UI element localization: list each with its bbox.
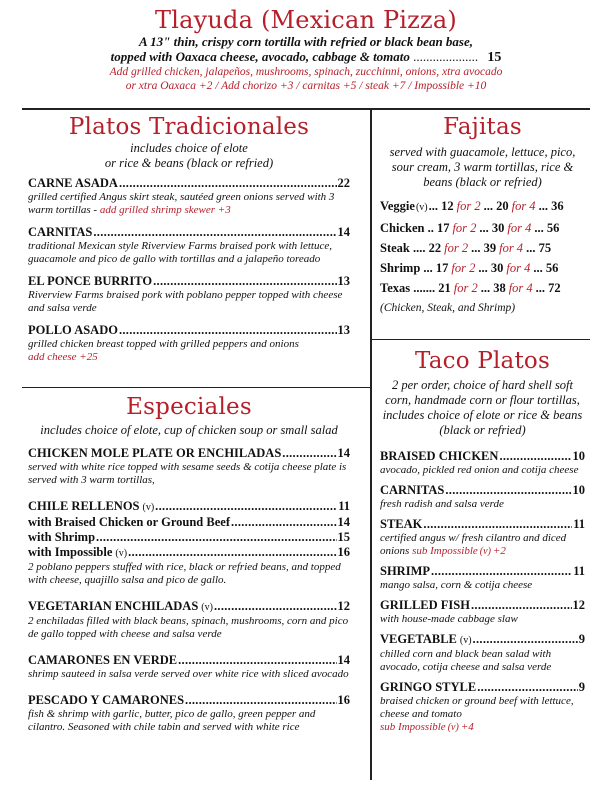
- option-name: [28, 545, 127, 561]
- price-for-four: 56: [546, 221, 560, 235]
- item-price: 11: [573, 517, 585, 531]
- item-description: fish & shrimp with garlic, butter, pico de gallo, green pepper and cilantro. Seasoned with chile tabin and served with white rice: [28, 708, 316, 733]
- fajita-name: Veggie: [380, 199, 415, 213]
- item-price: 12: [572, 598, 585, 612]
- item-name: BRAISED CHICKEN: [380, 449, 499, 463]
- item-price: 22: [337, 176, 350, 190]
- item-name-text: VEGETARIAN ENCHILADAS: [28, 599, 199, 613]
- vegetarian-mark: (v): [447, 722, 459, 733]
- fajita-name: Chicken: [380, 221, 425, 235]
- leader-dots: [423, 517, 572, 532]
- price-for-two: 38: [493, 281, 506, 295]
- tlayuda-desc-line2: [0, 49, 612, 65]
- leader-dots: [153, 274, 336, 289]
- item-heading: [380, 598, 585, 613]
- item-sub-option: [380, 721, 585, 734]
- item-price: 14: [337, 446, 350, 460]
- item-desc-text: grilled certified Angus skirt steak, sautéed green onions served with 3 warm tortillas -: [28, 191, 335, 216]
- item-name: PESCADO Y CAMARONES: [28, 693, 185, 707]
- fajitas-table: [380, 196, 585, 298]
- leader-dots: [477, 680, 578, 695]
- sub-option-price: +2: [492, 545, 506, 557]
- vegetarian-mark: (v): [115, 548, 128, 559]
- for-four-label: for 4: [511, 199, 536, 213]
- fajita-name: Steak: [380, 241, 410, 255]
- item-description: shrimp sauteed in salsa verde served over white rice with sliced avocado: [28, 668, 349, 680]
- vegetarian-mark: (v): [459, 635, 472, 646]
- for-two-label: for 2: [444, 241, 469, 255]
- for-four-label: for 4: [508, 281, 533, 295]
- leader-dots: [473, 632, 578, 647]
- tacos-intro: 2 per order, choice of hard shell soft corn, handmade corn or flour tortillas, includes choice of elote or rice & beans (black or refried): [382, 378, 583, 437]
- option-price: 15: [337, 530, 350, 544]
- leader-dots: [231, 515, 337, 530]
- item-price: 11: [573, 564, 585, 578]
- item-description: braised chicken or ground beef with lettuce, cheese and tomato: [380, 695, 574, 720]
- tlayuda-section: [0, 6, 612, 93]
- price-for-four: 75: [538, 241, 552, 255]
- option-price: 14: [337, 515, 350, 529]
- for-two-label: for 2: [456, 199, 481, 213]
- price-for-four: 56: [545, 261, 559, 275]
- tlayuda-desc-text: topped with Oaxaca cheese, avocado, cabbage & tomato: [110, 49, 410, 64]
- leader-dots: ...: [535, 281, 546, 295]
- item-description: avocado, pickled red onion and cotija cheese: [380, 464, 579, 476]
- fajita-name: Shrimp: [380, 261, 421, 275]
- fajita-row: [380, 218, 585, 238]
- taco-item: [380, 517, 585, 558]
- leader-dots: [214, 599, 337, 614]
- taco-platos-section: [380, 347, 585, 742]
- item-name: EL PONCE BURRITO: [28, 274, 153, 288]
- right-column: [380, 113, 585, 316]
- tacos-title: Taco Platos: [415, 348, 550, 374]
- column-divider: [370, 108, 372, 780]
- leader-dots: [499, 449, 571, 464]
- tlayuda-price: 15: [487, 50, 502, 65]
- option-name-text: with Impossible: [28, 545, 113, 559]
- price-single: 22: [428, 241, 442, 255]
- item-addon: add cheese +25: [28, 351, 98, 363]
- leader-dots: [282, 446, 336, 461]
- fajitas-note: (Chicken, Steak, and Shrimp): [380, 302, 516, 314]
- leader-dots: ....: [413, 241, 426, 255]
- especiales-item: [28, 446, 350, 487]
- taco-item: [380, 564, 585, 592]
- platos-item: [28, 176, 350, 217]
- for-two-label: for 2: [452, 221, 477, 235]
- item-description: 2 enchiladas filled with black beans, spinach, mushrooms, corn and pico de gallo topped with cheese and salsa verde: [28, 615, 349, 640]
- item-heading: [380, 449, 585, 464]
- for-four-label: for 4: [506, 261, 531, 275]
- leader-dots: .......: [413, 281, 436, 295]
- leader-dots: [119, 323, 337, 338]
- item-description: chilled corn and black bean salad with avocado, cotija cheese and salsa verde: [380, 648, 552, 673]
- item-heading: [28, 693, 350, 708]
- top-divider: [22, 108, 590, 110]
- left-section-divider: [22, 387, 370, 388]
- for-two-label: for 2: [453, 281, 478, 295]
- leader-dots: ..: [427, 221, 434, 235]
- price-for-two: 20: [496, 199, 509, 213]
- item-heading: [380, 517, 585, 532]
- option-heading: [28, 530, 350, 545]
- item-addon: add grilled shrimp skewer +3: [99, 204, 231, 216]
- item-name: [380, 632, 472, 648]
- leader-dots: ...: [538, 199, 548, 213]
- tlayuda-addons-line1: Add grilled chicken, jalapeños, mushrooms, spinach, zucchinni, onions, xtra avocado: [109, 66, 503, 78]
- item-price: 14: [337, 225, 350, 239]
- item-heading: [28, 225, 350, 240]
- item-name: GRILLED FISH: [380, 598, 470, 612]
- item-heading: [380, 680, 585, 695]
- chile-rellenos-item: [28, 499, 350, 587]
- fajitas-intro: served with guacamole, lettuce, pico, sour cream, 3 warm tortillas, rice & beans (black or refried): [389, 145, 576, 189]
- platos-title: Platos Tradicionales: [68, 114, 310, 140]
- especiales-item: [28, 599, 350, 641]
- item-price: 10: [572, 483, 585, 497]
- leader-dots: ...: [526, 241, 536, 255]
- item-heading: [380, 483, 585, 498]
- item-description: [28, 191, 350, 217]
- price-single: 17: [436, 221, 450, 235]
- leader-dots: [119, 176, 337, 191]
- item-description: fresh radish and salsa verde: [380, 498, 504, 510]
- tlayuda-desc-line1: A 13" thin, crispy corn tortilla with refried or black bean base,: [138, 34, 474, 49]
- leader-dots: ...: [423, 261, 433, 275]
- left-column: [28, 113, 350, 372]
- item-sub-option: [412, 545, 506, 557]
- price-for-two: 39: [483, 241, 497, 255]
- item-heading: [28, 323, 350, 338]
- leader-dots: ...: [483, 199, 493, 213]
- vegetarian-mark: (v): [479, 546, 491, 557]
- item-price: 10: [572, 449, 585, 463]
- item-price: 13: [337, 323, 350, 337]
- price-for-four: 36: [551, 199, 564, 213]
- for-four-label: for 4: [507, 221, 532, 235]
- right-section-divider: [371, 339, 590, 340]
- item-name-text: CHILE RELLENOS: [28, 499, 140, 513]
- fajita-name: Texas: [380, 281, 411, 295]
- item-heading: [380, 564, 585, 579]
- leader-dots: [93, 225, 336, 240]
- vegetarian-mark: (v): [415, 202, 428, 213]
- item-name: POLLO ASADO: [28, 323, 118, 337]
- sub-option-text: sub Impossible: [380, 721, 446, 733]
- leader-dots: ...: [534, 221, 544, 235]
- item-name: SHRIMP: [380, 564, 430, 578]
- fajita-row: [380, 196, 585, 218]
- price-single: 21: [438, 281, 451, 295]
- item-heading: [380, 632, 585, 648]
- taco-item: [380, 680, 585, 734]
- vegetarian-mark: (v): [201, 602, 213, 613]
- item-name-text: VEGETABLE: [380, 632, 457, 646]
- taco-item: [380, 449, 585, 477]
- leader-dots: ...: [428, 199, 438, 213]
- for-two-label: for 2: [451, 261, 476, 275]
- item-description: with house-made cabbage slaw: [380, 613, 518, 625]
- item-name: CARNITAS: [28, 225, 93, 239]
- especiales-item: [28, 693, 350, 734]
- leader-dots: [96, 530, 336, 545]
- leader-dots: [128, 545, 336, 560]
- option-name: with Shrimp: [28, 530, 96, 544]
- price-single: 12: [441, 199, 454, 213]
- leader-dots: [431, 564, 572, 579]
- item-heading: [28, 599, 350, 615]
- platos-item: [28, 225, 350, 266]
- item-name: CARNE ASADA: [28, 176, 118, 190]
- taco-item: [380, 598, 585, 626]
- item-description: traditional Mexican style Riverview Farms braised pork with lettuce, guacamole and pico de gallo with tortillas and a jalapeño toreado: [28, 240, 332, 265]
- item-price: 9: [578, 680, 585, 694]
- item-description: 2 poblano peppers stuffed with rice, black or refried beans, and topped with cheese, quajillo salsa and pico de gallo.: [28, 561, 341, 586]
- option-heading: [28, 545, 350, 561]
- leader-dots: ...: [480, 281, 491, 295]
- item-description: mango salsa, corn & cotija cheese: [380, 579, 533, 591]
- item-name: [28, 499, 154, 515]
- leader-dots: [445, 483, 571, 498]
- item-name: [28, 599, 213, 615]
- platos-item: [28, 274, 350, 315]
- item-price: 11: [338, 499, 350, 513]
- price-for-two: 30: [490, 261, 504, 275]
- item-heading: [28, 653, 350, 668]
- item-name: STEAK: [380, 517, 423, 531]
- tlayuda-title: Tlayuda (Mexican Pizza): [155, 6, 457, 34]
- tlayuda-leader-dots: ....................: [413, 49, 479, 64]
- item-heading: [28, 446, 350, 461]
- especiales-section: [28, 393, 350, 742]
- item-description: [380, 532, 585, 558]
- especiales-item: [28, 653, 350, 681]
- sub-option-text: sub Impossible: [412, 545, 478, 557]
- leader-dots: [471, 598, 572, 613]
- item-description: served with white rice topped with sesame seeds & cotija cheese plate is served with 3 warm tortillas,: [28, 461, 347, 486]
- item-heading: [28, 499, 350, 515]
- item-price: 16: [337, 693, 350, 707]
- price-for-four: 72: [548, 281, 561, 295]
- option-heading: [28, 515, 350, 530]
- item-price: 14: [337, 653, 350, 667]
- platos-intro-line2: or rice & beans (black or refried): [104, 156, 274, 170]
- item-description: Riverview Farms braised pork with poblano pepper topped with cheese and salsa verde: [28, 289, 343, 314]
- item-price: 12: [337, 599, 350, 613]
- item-name: CHICKEN MOLE PLATE OR ENCHILADAS: [28, 446, 282, 460]
- option-name: with Braised Chicken or Ground Beef: [28, 515, 230, 529]
- especiales-title: Especiales: [126, 394, 252, 420]
- taco-item: [380, 483, 585, 511]
- platos-intro-line1: includes choice of elote: [130, 141, 248, 155]
- leader-dots: [178, 653, 336, 668]
- for-four-label: for 4: [499, 241, 524, 255]
- item-name: GRINGO STYLE: [380, 680, 477, 694]
- leader-dots: ...: [533, 261, 543, 275]
- leader-dots: ...: [479, 221, 489, 235]
- item-name: CAMARONES EN VERDE: [28, 653, 178, 667]
- item-heading: [28, 176, 350, 191]
- item-desc-text: certified angus w/ fresh cilantro and diced onions: [380, 532, 567, 557]
- leader-dots: ...: [471, 241, 481, 255]
- fajita-row: [380, 278, 585, 298]
- item-name: CARNITAS: [380, 483, 445, 497]
- leader-dots: [185, 693, 336, 708]
- fajita-row: [380, 258, 585, 278]
- sub-option-price: +4: [460, 721, 474, 733]
- vegetarian-mark: (v): [142, 502, 155, 513]
- option-price: 16: [337, 545, 350, 559]
- fajitas-title: Fajitas: [443, 114, 522, 140]
- fajita-row: [380, 238, 585, 258]
- item-price: 9: [578, 632, 585, 646]
- item-price: 13: [337, 274, 350, 288]
- price-for-two: 30: [491, 221, 505, 235]
- tlayuda-addons-line2: or xtra Oaxaca +2 / Add chorizo +3 / carnitas +5 / steak +7 / Impossible +10: [125, 80, 487, 92]
- especiales-intro: includes choice of elote, cup of chicken soup or small salad: [40, 423, 338, 437]
- platos-item: [28, 323, 350, 364]
- leader-dots: ...: [478, 261, 488, 275]
- leader-dots: [155, 499, 337, 514]
- item-description: grilled chicken breast topped with grilled peppers and onions: [28, 338, 299, 350]
- taco-item: [380, 632, 585, 674]
- item-heading: [28, 274, 350, 289]
- price-single: 17: [435, 261, 449, 275]
